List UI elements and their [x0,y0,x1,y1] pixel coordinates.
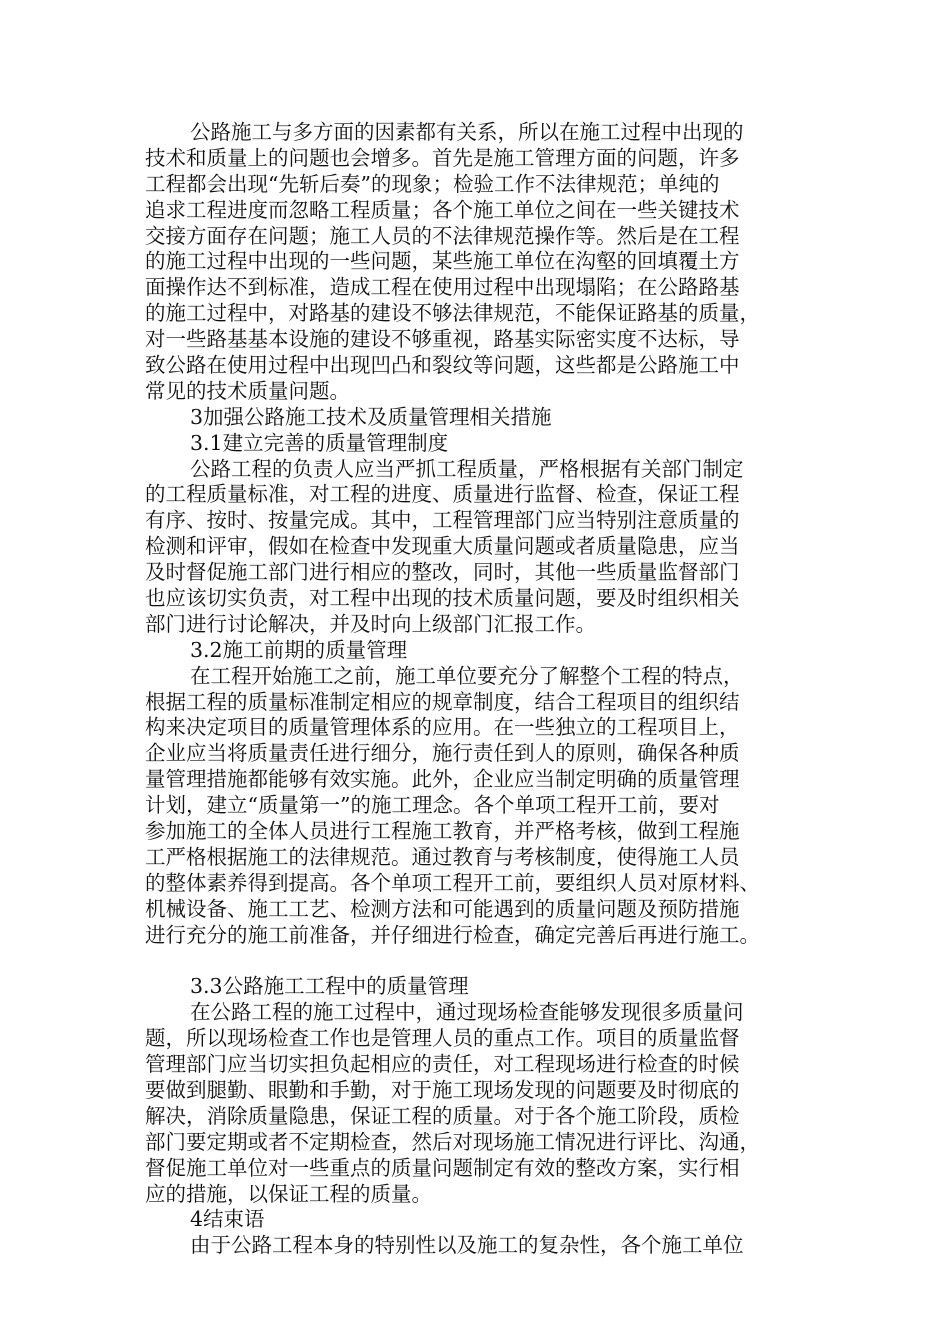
text-line: 在公路工程的施工过程中，通过现场检查能够发现很多质量问 [190,1000,744,1025]
text-line: 构来决定项目的质量管理体系的应用。在一些独立的工程项目上， [145,715,740,740]
document-body [145,120,805,1259]
text-line: 常见的技术质量问题。 [145,378,350,403]
text-line: 部门要定期或者不定期检查，然后对现场施工情况进行评比、沟通， [145,1129,760,1154]
text-line: 3加强公路施工技术及质量管理相关措施 [190,404,552,429]
text-line: 面操作达不到标准，造成工程在使用过程中出现塌陷；在公路路基 [145,275,740,300]
text-line: 由于公路工程本身的特别性以及施工的复杂性，各个施工单位 [190,1233,744,1258]
text-line: 的整体素养得到提高。各个单项工程开工前，要组织人员对原材料、 [145,870,760,895]
text-line: 量管理措施都能够有效实施。此外，企业应当制定明确的质量管理 [145,767,740,792]
text-line: 对一些路基基本设施的建设不够重视，路基实际密实度不达标，导 [145,327,740,352]
text-line: 的工程质量标准，对工程的进度、质量进行监督、检查，保证工程 [145,482,740,507]
text-line: 解决，消除质量隐患，保证工程的质量。对于各个施工阶段，质检 [145,1103,740,1128]
text-line: 追求工程进度而忽略工程质量；各个施工单位之间在一些关键技术 [145,197,740,222]
text-line: 进行充分的施工前准备，并仔细进行检查，确定完善后再进行施工。 [145,922,760,947]
text-line: 工严格根据施工的法律规范。通过教育与考核制度，使得施工人员 [145,844,740,869]
text-line: 公路施工与多方面的因素都有关系，所以在施工过程中出现的 [190,120,744,144]
text-line: 的施工过程中，对路基的建设不够法律规范，不能保证路基的质量， [145,301,760,326]
blank-line [145,949,805,975]
text-line: 要做到腿勤、眼勤和手勤，对于施工现场发现的问题要及时彻底的 [145,1077,740,1102]
text-line: 及时督促施工部门进行相应的整改，同时，其他一些质量监督部门 [145,560,740,585]
text-line: 计划，建立“质量第一”的施工理念。各个单项工程开工前，要对 [145,793,720,818]
text-line: 部门进行讨论解决，并及时向上级部门汇报工作。 [145,611,596,636]
text-line: 管理部门应当切实担负起相应的责任，对工程现场进行检查的时候 [145,1052,740,1077]
text-line: 交接方面存在问题；施工人员的不法律规范操作等。然后是在工程 [145,223,740,248]
text-line: 根据工程的质量标准制定相应的规章制度，结合工程项目的组织结 [145,689,740,714]
text-line: 参加施工的全体人员进行工程施工教育，并严格考核，做到工程施 [145,819,740,844]
text-line: 督促施工单位对一些重点的质量问题制定有效的整改方案，实行相 [145,1155,740,1180]
text-line: 3.3公路施工工程中的质量管理 [190,974,469,999]
text-line: 有序、按时、按量完成。其中，工程管理部门应当特别注意质量的 [145,508,740,533]
text-line: 应的措施，以保证工程的质量。 [145,1181,432,1206]
text-line: 也应该切实负责，对工程中出现的技术质量问题，要及时组织相关 [145,586,740,611]
text-line: 题，所以现场检查工作也是管理人员的重点工作。项目的质量监督 [145,1026,740,1051]
text-line: 技术和质量上的问题也会增多。首先是施工管理方面的问题，许多 [145,145,740,170]
text-line: 在工程开始施工之前，施工单位要充分了解整个工程的特点， [190,663,744,688]
text-line: 3.1建立完善的质量管理制度 [190,430,449,455]
text-line: 检测和评审，假如在检查中发现重大质量问题或者质量隐患，应当 [145,534,740,559]
text-line: 企业应当将质量责任进行细分，施行责任到人的原则，确保各种质 [145,741,740,766]
text-line: 4结束语 [190,1207,265,1232]
text-line: 致公路在使用过程中出现凹凸和裂纹等问题，这些都是公路施工中 [145,353,740,378]
text-line: 3.2施工前期的质量管理 [190,637,408,662]
text-line: 工程都会出现“先斩后奏”的现象；检验工作不法律规范；单纯的 [145,171,720,196]
text-line: 的施工过程中出现的一些问题，某些施工单位在沟壑的回填覆土方 [145,249,740,274]
text-line: 公路工程的负责人应当严抓工程质量，严格根据有关部门制定 [190,456,744,481]
text-line: 机械设备、施工工艺、检测方法和可能遇到的质量问题及预防措施 [145,896,740,921]
